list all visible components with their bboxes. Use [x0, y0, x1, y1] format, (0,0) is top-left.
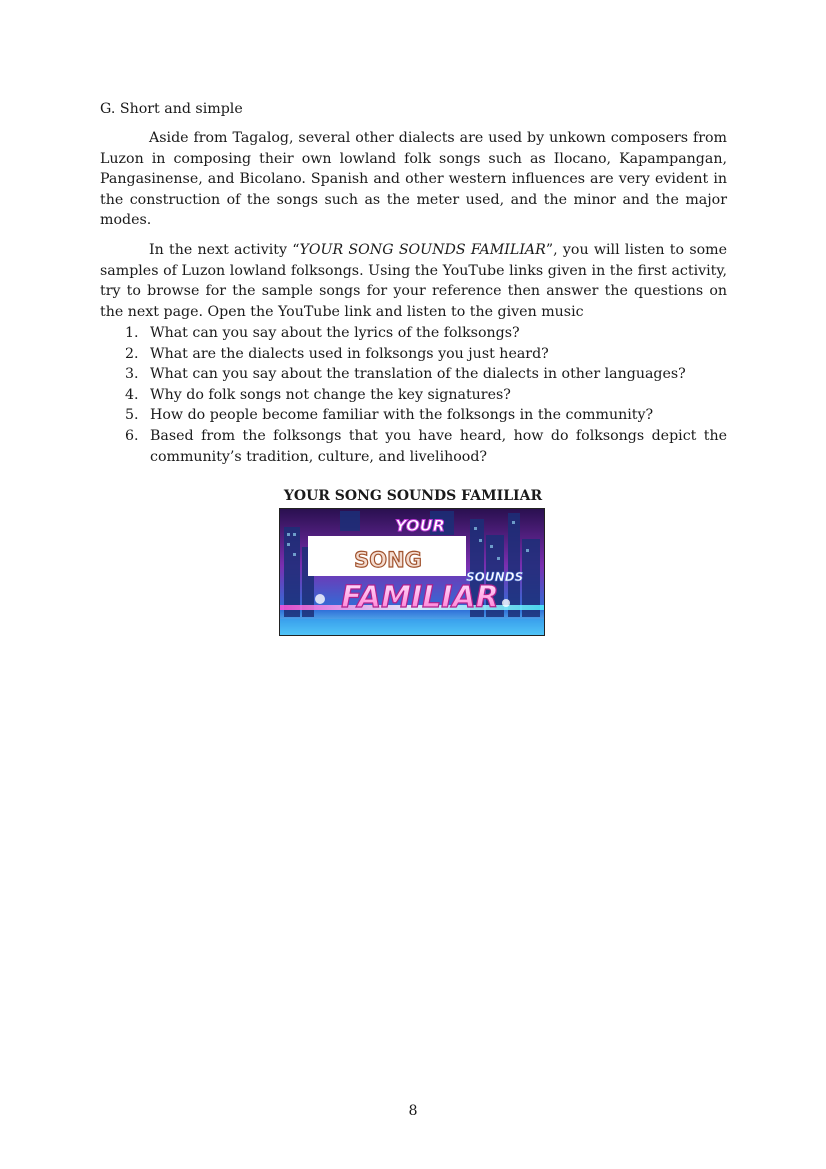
list-item-number: 2.: [125, 345, 139, 362]
list-item: [100, 344, 727, 365]
show-logo-art: [280, 509, 544, 635]
list-item-text: What can you say about the translation of the dialects in other languages?: [150, 366, 686, 383]
paragraph-activity: [100, 240, 727, 322]
svg-text:FAMILIAR: FAMILIAR: [341, 580, 499, 615]
section-heading: G. Short and simple: [100, 101, 243, 117]
list-item-number: 4.: [125, 386, 139, 403]
list-item-text: How do people become familiar with the folksongs in the community?: [150, 407, 654, 424]
list-item: [100, 426, 727, 467]
list-item: [100, 385, 727, 406]
paragraph-activity-before: In the next activity “: [149, 242, 300, 258]
list-item-number: 5.: [125, 407, 139, 424]
figure-caption: YOUR SONG SOUNDS FAMILIAR: [283, 488, 543, 504]
paragraph-activity-after: ”, you will listen to some samples of Luzon lowland folksongs. Using the YouTube links given in the first activity, try to browse for the sample songs for your reference then answer the questions on the next page. Open the YouTube link and listen to the given music: [100, 242, 727, 320]
page-number: 8: [408, 1103, 418, 1119]
list-item-number: 1.: [125, 325, 139, 341]
list-item-text: Based from the folksongs that you have heard, how do folksongs depict the community’s tradition, culture, and livelihood?: [150, 427, 727, 465]
list-item-text: Why do folk songs not change the key signatures?: [150, 386, 511, 403]
paragraph-dialects: Aside from Tagalog, several other dialects are used by unkown composers from Luzon in composing their own lowland folk songs such as Ilocano, Kapampangan, Pangasinense, and Bicolano. Spanish and other western influences are very evident in the construction of the songs such as the meter used, and the minor and the major modes.: [100, 130, 727, 229]
svg-text:SONG: SONG: [354, 548, 422, 572]
list-item-number: 6.: [125, 427, 139, 444]
svg-text:YOUR: YOUR: [395, 516, 445, 535]
list-item-text: What can you say about the lyrics of the folksongs?: [150, 325, 520, 341]
list-item: [100, 364, 727, 385]
show-logo-image: [279, 508, 545, 636]
question-list: [100, 323, 727, 467]
list-item-text: What are the dialects used in folksongs you just heard?: [150, 345, 549, 362]
list-item: [100, 323, 727, 344]
list-item-number: 3.: [125, 366, 139, 383]
svg-text:SOUNDS: SOUNDS: [466, 570, 524, 584]
activity-name: YOUR SONG SOUNDS FAMILIAR: [299, 242, 546, 258]
list-item: [100, 405, 727, 426]
